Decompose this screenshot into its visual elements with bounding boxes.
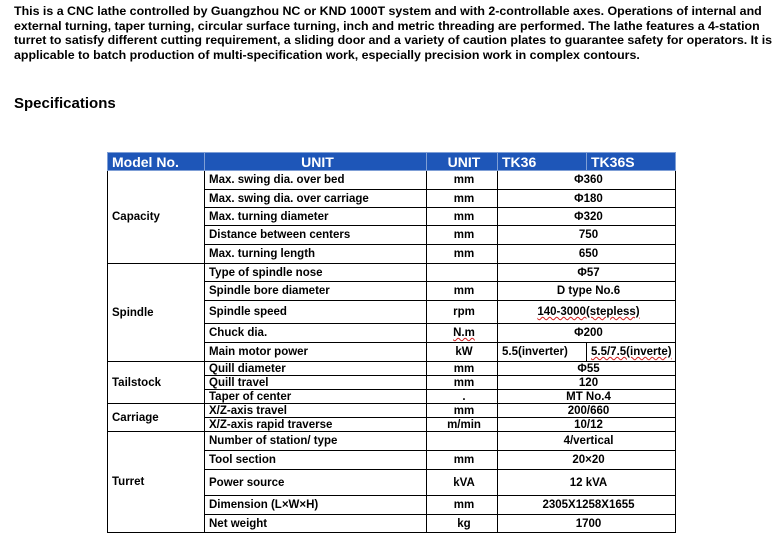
row-label: Dimension (L×W×H)	[205, 496, 427, 515]
row-value: 120	[498, 376, 676, 390]
row-label: X/Z-axis rapid traverse	[205, 418, 427, 432]
row-unit: mm	[427, 496, 498, 515]
row-label: Net weight	[205, 515, 427, 533]
header-unit: UNIT	[427, 153, 498, 171]
row-value: Φ180	[498, 190, 676, 208]
row-unit: mm	[427, 282, 498, 301]
row-label: Max. turning diameter	[205, 208, 427, 226]
row-value	[498, 301, 676, 324]
row-value: 10/12	[498, 418, 676, 432]
group-spindle: Spindle	[108, 264, 205, 362]
row-unit: rpm	[427, 301, 498, 324]
row-value: Φ55	[498, 362, 676, 376]
section-heading: Specifications	[14, 95, 116, 112]
specifications-table	[107, 152, 676, 533]
row-unit: mm	[427, 171, 498, 190]
row-value: 200/660	[498, 404, 676, 418]
row-label: Power source	[205, 470, 427, 496]
row-label: Type of spindle nose	[205, 264, 427, 282]
row-unit: mm	[427, 190, 498, 208]
row-value-tk36s-text: 5.5/7.5(inverte)	[591, 346, 672, 358]
row-label: Taper of center	[205, 390, 427, 404]
row-value-text: 140-3000(stepless)	[537, 306, 640, 318]
row-label: Distance between centers	[205, 226, 427, 245]
row-value-tk36: 5.5(inverter)	[498, 343, 587, 362]
row-value: 4/vertical	[498, 432, 676, 451]
row-label: Main motor power	[205, 343, 427, 362]
table-header-row	[108, 153, 676, 171]
row-unit	[427, 264, 498, 282]
row-label: Quill diameter	[205, 362, 427, 376]
row-unit: mm	[427, 404, 498, 418]
table-row	[108, 264, 676, 282]
row-value: Φ320	[498, 208, 676, 226]
intro-paragraph: This is a CNC lathe controlled by Guangzhou NC or KND 1000T system and with 2-controllable axes. Operations of internal and external turning, taper turning, circular surface turning, inch and metric threading are performed. The lathe features a 4-station turret to satisfy different cutting requirement, a sliding door and a variety of caution plates to guarantee safety for operators. It is applicable to batch production of multi-specification work, especially precision work in complex contours.	[14, 4, 773, 62]
row-value: Φ57	[498, 264, 676, 282]
header-model-no: Model No.	[108, 153, 205, 171]
group-turret: Turret	[108, 432, 205, 533]
row-label: Max. turning length	[205, 245, 427, 264]
row-unit: kW	[427, 343, 498, 362]
table-row	[108, 362, 676, 376]
row-value: D type No.6	[498, 282, 676, 301]
row-label: Quill travel	[205, 376, 427, 390]
row-unit: mm	[427, 245, 498, 264]
row-unit	[427, 432, 498, 451]
group-carriage: Carriage	[108, 404, 205, 432]
row-unit-text: N.m	[453, 327, 475, 339]
header-tk36: TK36	[498, 153, 587, 171]
row-value: MT No.4	[498, 390, 676, 404]
row-value: 750	[498, 226, 676, 245]
row-value-tk36s	[587, 343, 676, 362]
row-label: Spindle speed	[205, 301, 427, 324]
row-label: X/Z-axis travel	[205, 404, 427, 418]
header-unit-wide: UNIT	[205, 153, 427, 171]
row-label: Number of station/ type	[205, 432, 427, 451]
row-unit: kVA	[427, 470, 498, 496]
row-unit: mm	[427, 226, 498, 245]
row-value: 1700	[498, 515, 676, 533]
table-row	[108, 404, 676, 418]
row-unit: m/min	[427, 418, 498, 432]
row-value: 12 kVA	[498, 470, 676, 496]
group-capacity: Capacity	[108, 171, 205, 264]
group-tailstock: Tailstock	[108, 362, 205, 404]
row-value: Φ360	[498, 171, 676, 190]
row-label: Max. swing dia. over bed	[205, 171, 427, 190]
row-unit: mm	[427, 208, 498, 226]
row-unit: kg	[427, 515, 498, 533]
row-value: Φ200	[498, 324, 676, 343]
row-value: 20×20	[498, 451, 676, 470]
table-row	[108, 171, 676, 190]
row-unit	[427, 324, 498, 343]
row-label: Chuck dia.	[205, 324, 427, 343]
header-tk36s: TK36S	[587, 153, 676, 171]
row-unit: .	[427, 390, 498, 404]
row-unit: mm	[427, 362, 498, 376]
row-value: 2305X1258X1655	[498, 496, 676, 515]
row-unit: mm	[427, 451, 498, 470]
row-label: Spindle bore diameter	[205, 282, 427, 301]
row-label: Max. swing dia. over carriage	[205, 190, 427, 208]
row-unit: mm	[427, 376, 498, 390]
table-row	[108, 432, 676, 451]
row-label: Tool section	[205, 451, 427, 470]
row-value: 650	[498, 245, 676, 264]
